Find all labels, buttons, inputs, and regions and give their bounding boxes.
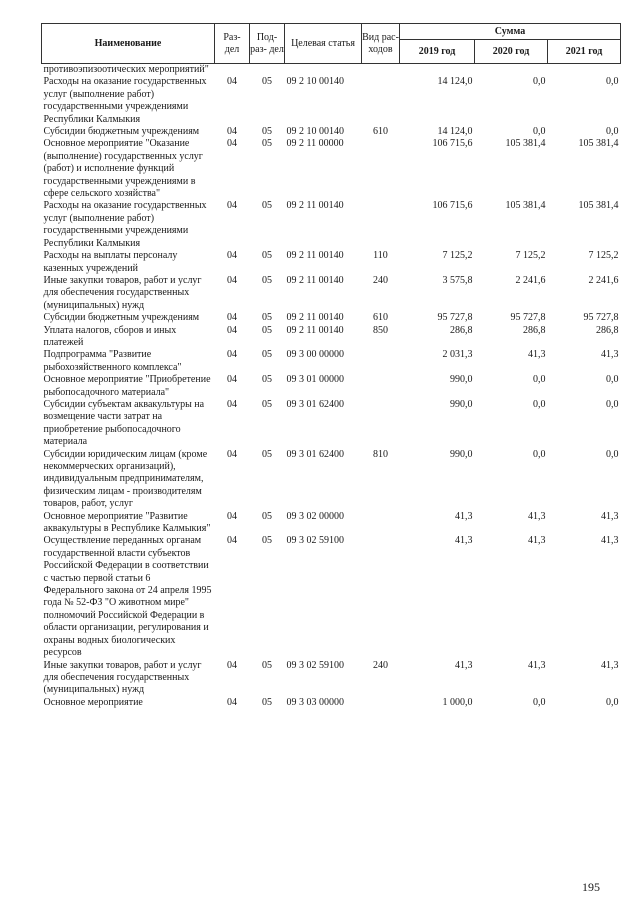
table-row <box>42 76 621 126</box>
row-sum-2020: 0,0 <box>533 76 546 88</box>
row-sum-2021: 95 727,8 <box>583 312 619 324</box>
row-sum-2021: 41,3 <box>601 535 619 547</box>
budget-table <box>41 23 621 709</box>
row-name: Расходы на оказание государственных услуг (выполнение работ) государственными учреждениями Республики Калмыкия <box>43 76 207 125</box>
row-sum-2020: 0,0 <box>533 374 546 386</box>
row-sum-2020: 95 727,8 <box>510 312 546 324</box>
row-target: 09 3 00 00000 <box>286 349 344 361</box>
row-sum-2021: 0,0 <box>606 696 619 708</box>
row-sum-2020: 41,3 <box>528 659 546 671</box>
row-sum-2020: 105 381,4 <box>505 200 546 212</box>
header-sum: Сумма <box>400 24 621 40</box>
table-row <box>42 138 621 200</box>
row-razdel <box>215 64 250 77</box>
row-podrazdel: 05 <box>262 398 272 410</box>
row-sum-2019: 7 125,2 <box>442 250 473 262</box>
row-razdel: 04 <box>227 138 237 150</box>
row-name: Основное мероприятие "Развитие аквакультуры в Республике Калмыкия" <box>43 510 211 535</box>
table-row <box>42 275 621 312</box>
row-podrazdel <box>250 64 285 77</box>
row-razdel: 04 <box>227 510 237 522</box>
row-sum-2020: 41,3 <box>528 510 546 522</box>
table-row <box>42 660 621 697</box>
row-podrazdel: 05 <box>262 200 272 212</box>
row-sum-2021: 0,0 <box>606 448 619 460</box>
row-sum-2019: 2 031,3 <box>442 349 473 361</box>
row-podrazdel: 05 <box>262 76 272 88</box>
table-row <box>42 250 621 275</box>
row-vid: 610 <box>373 312 388 324</box>
row-vid <box>362 200 400 250</box>
row-sum-2020: 7 125,2 <box>515 250 546 262</box>
row-name: Расходы на оказание государственных услуг (выполнение работ) государственными учреждениями Республики Калмыкия <box>43 200 207 249</box>
row-name: Субсидии юридическим лицам (кроме некоммерческих организаций), индивидуальным предпринимателям, физическим лицам - производителям товаров, работ, услуг <box>43 448 208 510</box>
row-vid <box>362 349 400 374</box>
row-vid <box>362 697 400 709</box>
row-sum-2019: 106 715,6 <box>432 200 473 212</box>
row-target: 09 3 01 62400 <box>286 448 344 460</box>
row-razdel: 04 <box>227 349 237 361</box>
row-name: Расходы на выплаты персоналу казенных учреждений <box>43 250 178 274</box>
row-sum-2021: 41,3 <box>601 659 619 671</box>
row-name: Основное мероприятие <box>43 696 143 708</box>
row-podrazdel: 05 <box>262 535 272 547</box>
row-vid <box>362 535 400 659</box>
row-name: Основное мероприятие "Оказание (выполнение) государственных услуг (работ) и исполнение функций государственными учреждениями в сфере сельского хозяйства" <box>43 138 203 200</box>
row-sum-2020: 0,0 <box>533 126 546 138</box>
row-razdel: 04 <box>227 250 237 262</box>
row-target: 09 2 10 00140 <box>286 126 344 138</box>
table-row <box>42 200 621 250</box>
row-sum-2020: 41,3 <box>528 349 546 361</box>
row-sum-2020: 286,8 <box>523 324 546 336</box>
row-name: Основное мероприятие "Приобретение рыбопосадочного материала" <box>43 374 211 398</box>
table-row <box>42 349 621 374</box>
row-target <box>285 64 362 77</box>
row-sum-2021: 0,0 <box>606 398 619 410</box>
row-sum-2019: 286,8 <box>450 324 473 336</box>
row-razdel: 04 <box>227 448 237 460</box>
row-sum-2019: 41,3 <box>455 535 473 547</box>
row-razdel: 04 <box>227 312 237 324</box>
header-2020: 2020 год <box>475 40 548 64</box>
row-vid: 810 <box>373 448 388 460</box>
row-vid: 240 <box>373 274 388 286</box>
row-sum-2021: 41,3 <box>601 349 619 361</box>
row-name: Субсидии субъектам аквакультуры на возмещение части затрат на приобретение рыбопосадочного материала <box>43 398 205 448</box>
row-sum-2019: 990,0 <box>450 448 473 460</box>
row-name: Иные закупки товаров, работ и услуг для обеспечения государственных (муниципальных) нужд <box>43 659 202 696</box>
row-sum-2021: 0,0 <box>606 76 619 88</box>
table-row <box>42 64 621 77</box>
table-row <box>42 535 621 659</box>
row-vid <box>362 138 400 200</box>
table-row <box>42 511 621 536</box>
row-name: противоэпизоотических мероприятий" <box>43 64 209 75</box>
row-podrazdel: 05 <box>262 448 272 460</box>
header-2019: 2019 год <box>400 40 475 64</box>
row-podrazdel: 05 <box>262 312 272 324</box>
row-target: 09 2 11 00140 <box>286 274 344 286</box>
row-sum-2020: 0,0 <box>533 696 546 708</box>
row-razdel: 04 <box>227 535 237 547</box>
row-target: 09 3 01 00000 <box>286 374 344 386</box>
row-razdel: 04 <box>227 398 237 410</box>
row-target: 09 3 02 59100 <box>286 535 344 547</box>
row-vid: 850 <box>373 324 388 336</box>
row-razdel: 04 <box>227 696 237 708</box>
row-podrazdel: 05 <box>262 250 272 262</box>
row-target: 09 2 11 00140 <box>286 312 344 324</box>
row-target: 09 3 01 62400 <box>286 398 344 410</box>
row-sum-2021: 41,3 <box>601 510 619 522</box>
row-podrazdel: 05 <box>262 349 272 361</box>
row-vid <box>362 374 400 399</box>
header-2021: 2021 год <box>548 40 621 64</box>
row-sum-2020: 105 381,4 <box>505 138 546 150</box>
row-vid: 110 <box>373 250 388 262</box>
row-name: Субсидии бюджетным учреждениям <box>43 126 200 138</box>
header-razdel: Раз- дел <box>215 24 250 64</box>
row-sum-2019: 14 124,0 <box>437 126 473 138</box>
row-razdel: 04 <box>227 374 237 386</box>
row-target: 09 2 11 00140 <box>286 324 344 336</box>
row-sum-2019: 41,3 <box>455 659 473 671</box>
table-body <box>42 64 621 710</box>
row-sum-2021: 7 125,2 <box>588 250 619 262</box>
row-sum-2019: 1 000,0 <box>442 696 473 708</box>
row-vid <box>362 511 400 536</box>
table-row <box>42 126 621 138</box>
row-podrazdel: 05 <box>262 659 272 671</box>
row-sum-2021: 2 241,6 <box>588 274 619 286</box>
row-sum-2020: 0,0 <box>533 448 546 460</box>
row-sum-2021: 286,8 <box>596 324 619 336</box>
row-podrazdel: 05 <box>262 126 272 138</box>
row-vid <box>362 76 400 126</box>
row-vid <box>362 64 400 77</box>
row-sum-2019: 14 124,0 <box>437 76 473 88</box>
header-target: Целевая статья <box>285 24 362 64</box>
row-sum-2021 <box>548 64 621 77</box>
row-name: Иные закупки товаров, работ и услуг для обеспечения государственных (муниципальных) нужд <box>43 274 202 311</box>
row-name: Подпрограмма "Развитие рыбохозяйственного комплекса" <box>43 349 182 373</box>
row-sum-2021: 0,0 <box>606 126 619 138</box>
row-target: 09 2 11 00000 <box>286 138 344 150</box>
row-sum-2020: 2 241,6 <box>515 274 546 286</box>
row-sum-2019: 41,3 <box>455 510 473 522</box>
row-vid: 240 <box>373 659 388 671</box>
row-vid <box>362 399 400 449</box>
row-target: 09 2 11 00140 <box>286 250 344 262</box>
row-razdel: 04 <box>227 200 237 212</box>
table-row <box>42 697 621 709</box>
row-sum-2020: 41,3 <box>528 535 546 547</box>
table-row <box>42 312 621 324</box>
row-sum-2019: 990,0 <box>450 398 473 410</box>
row-sum-2021: 105 381,4 <box>578 200 619 212</box>
row-sum-2021: 105 381,4 <box>578 138 619 150</box>
header-name: Наименование <box>42 24 215 64</box>
row-target: 09 3 02 59100 <box>286 659 344 671</box>
row-target: 09 2 11 00140 <box>286 200 344 212</box>
row-razdel: 04 <box>227 274 237 286</box>
row-sum-2021: 0,0 <box>606 374 619 386</box>
row-name: Осуществление переданных органам государственной власти субъектов Российской Федерации в соответствии с частью первой статьи 6 Федерального закона от 24 апреля 1995 года № 52-ФЗ "О животном мире" полномочий Российской Федерации в области организации, регулирования и охраны водных биологических ресурсов <box>43 535 212 659</box>
row-target: 09 2 10 00140 <box>286 76 344 88</box>
row-podrazdel: 05 <box>262 324 272 336</box>
row-podrazdel: 05 <box>262 138 272 150</box>
row-podrazdel: 05 <box>262 274 272 286</box>
row-target: 09 3 03 00000 <box>286 696 344 708</box>
row-sum-2020 <box>475 64 548 77</box>
table-row <box>42 399 621 449</box>
table-row <box>42 374 621 399</box>
table-row <box>42 325 621 350</box>
row-sum-2019: 95 727,8 <box>437 312 473 324</box>
row-razdel: 04 <box>227 659 237 671</box>
row-razdel: 04 <box>227 324 237 336</box>
row-name: Уплата налогов, сборов и иных платежей <box>43 324 177 348</box>
row-sum-2019 <box>400 64 475 77</box>
page-number: 195 <box>582 880 600 894</box>
row-razdel: 04 <box>227 126 237 138</box>
row-sum-2020: 0,0 <box>533 398 546 410</box>
row-podrazdel: 05 <box>262 696 272 708</box>
row-target: 09 3 02 00000 <box>286 510 344 522</box>
row-sum-2019: 3 575,8 <box>442 274 473 286</box>
row-name: Субсидии бюджетным учреждениям <box>43 312 200 324</box>
row-razdel: 04 <box>227 76 237 88</box>
header-vid: Вид рас- ходов <box>362 24 400 64</box>
row-vid: 610 <box>373 126 388 138</box>
header-podrazdel: Под- раз- дел <box>250 24 285 64</box>
row-podrazdel: 05 <box>262 374 272 386</box>
table-row <box>42 449 621 511</box>
row-sum-2019: 990,0 <box>450 374 473 386</box>
row-podrazdel: 05 <box>262 510 272 522</box>
row-sum-2019: 106 715,6 <box>432 138 473 150</box>
